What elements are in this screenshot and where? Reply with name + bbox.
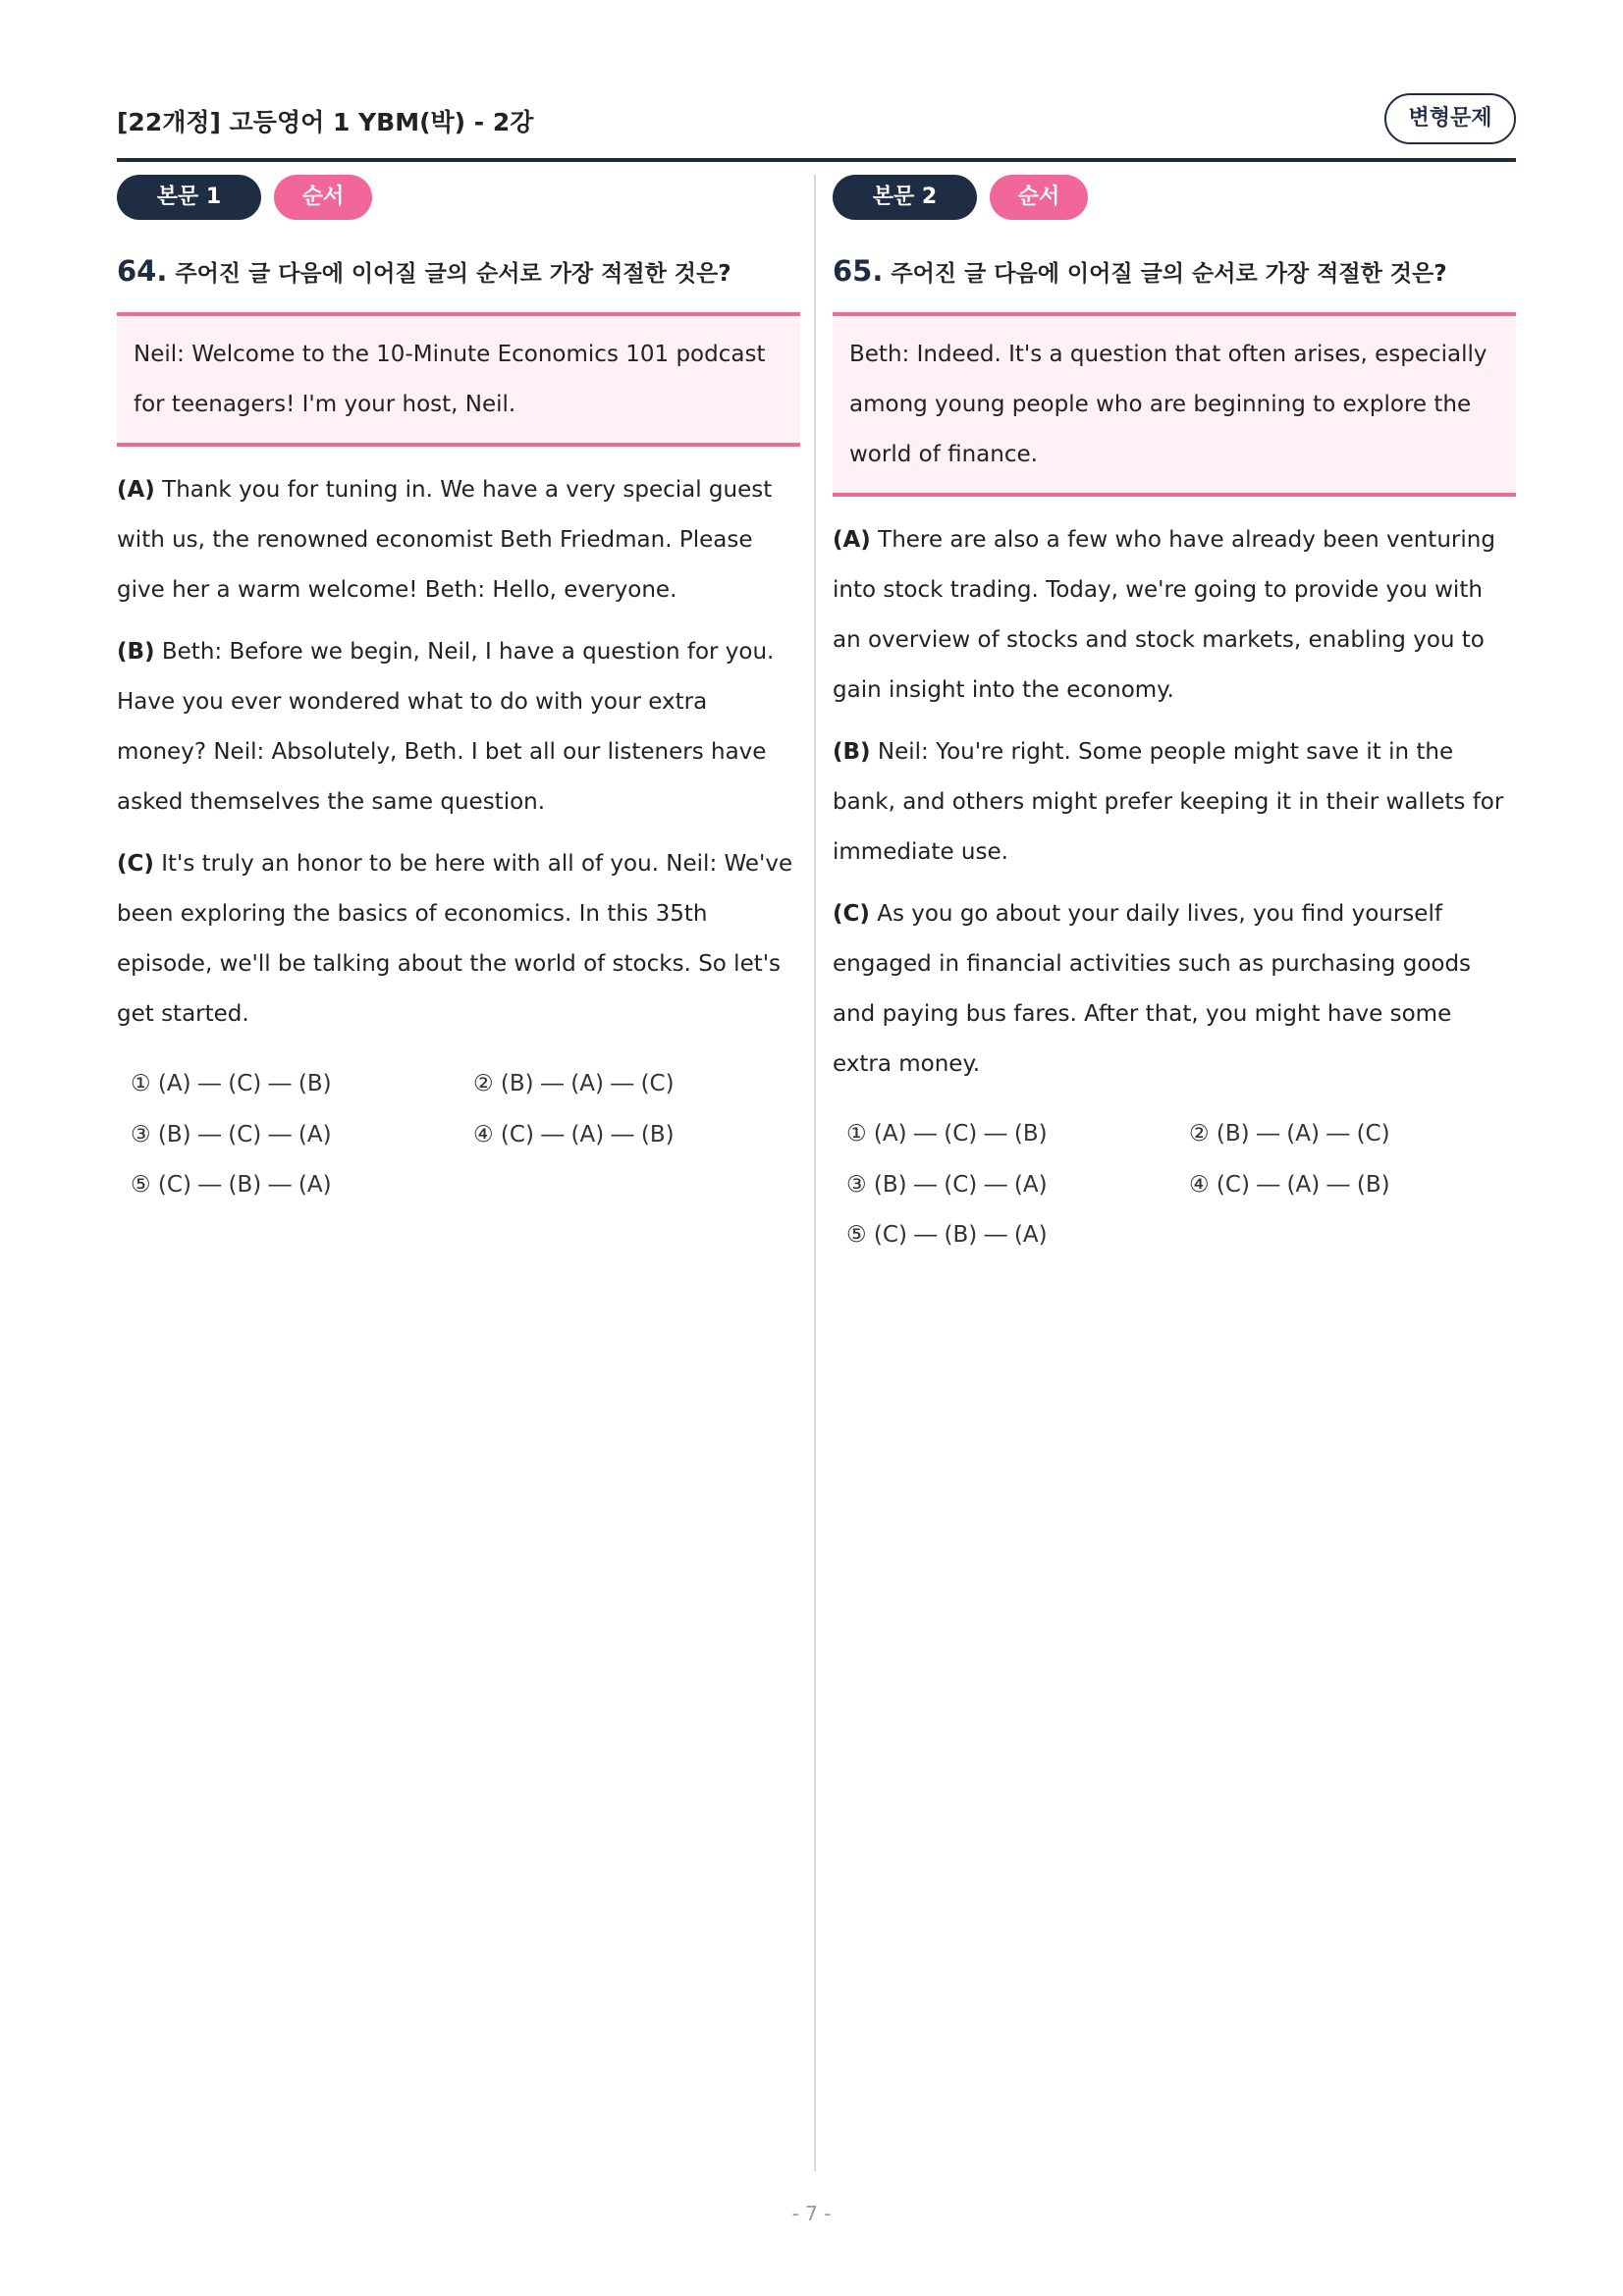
option-4[interactable]: ④ (C) ― (A) ― (B) <box>473 1122 675 1148</box>
question-prompt <box>117 254 800 294</box>
option-1[interactable]: ① (A) ― (C) ― (B) <box>846 1121 1048 1147</box>
tag-row <box>117 175 800 222</box>
option-1[interactable]: ① (A) ― (C) ― (B) <box>131 1071 332 1096</box>
passage-tag: 본문 1 <box>117 175 261 220</box>
question-text: 주어진 글 다음에 이어질 글의 순서로 가장 적절한 것은? <box>175 261 731 287</box>
option-3[interactable]: ③ (B) ― (C) ― (A) <box>131 1122 332 1148</box>
answer-options <box>117 1051 800 1208</box>
option-3[interactable]: ③ (B) ― (C) ― (A) <box>846 1172 1048 1198</box>
question-text: 주어진 글 다음에 이어질 글의 순서로 가장 적절한 것은? <box>891 261 1447 287</box>
answer-options <box>833 1101 1516 1258</box>
passage-tag: 본문 2 <box>833 175 977 220</box>
option-2[interactable]: ② (B) ― (A) ― (C) <box>1189 1121 1390 1147</box>
paragraph-label: (B) <box>117 639 155 665</box>
tag-row <box>833 175 1516 222</box>
page-header <box>117 93 1516 162</box>
paragraph-label: (A) <box>833 527 871 553</box>
paragraph-text: There are also a few who have already been venturing into stock trading. Today, we're going to provide you with an overview of stocks and stock markets, enabling you to gain insight into the economy. <box>833 527 1495 703</box>
page-number: - 7 - <box>791 2202 832 2225</box>
paragraph-a <box>117 465 800 615</box>
paragraph-a <box>833 515 1516 716</box>
paragraph-b <box>833 727 1516 878</box>
paragraph-text: It's truly an honor to be here with all of you. Neil: We've been exploring the basics of economics. In this 35th episode, we'll be talking about the world of stocks. So let's get started. <box>117 851 793 1027</box>
option-5[interactable]: ⑤ (C) ― (B) ― (A) <box>846 1222 1048 1248</box>
paragraph-b <box>117 627 800 828</box>
question-prompt <box>833 254 1516 294</box>
question-64-column <box>117 175 800 1208</box>
paragraph-c <box>117 839 800 1040</box>
type-tag: 순서 <box>990 175 1088 220</box>
option-5[interactable]: ⑤ (C) ― (B) ― (A) <box>131 1172 332 1198</box>
paragraph-text: Thank you for tuning in. We have a very special guest with us, the renowned economist Beth Friedman. Please give her a warm welcome! Beth: Hello, everyone. <box>117 477 773 603</box>
question-number: 64. <box>117 254 168 288</box>
given-passage: Neil: Welcome to the 10-Minute Economics 101 podcast for teenagers! I'm your host, Neil. <box>117 312 800 447</box>
paragraph-c <box>833 889 1516 1090</box>
paragraph-label: (A) <box>117 477 155 503</box>
question-number: 65. <box>833 254 884 288</box>
paragraph-label: (C) <box>117 851 154 877</box>
paragraph-label: (C) <box>833 901 870 927</box>
question-65-column <box>833 175 1516 1258</box>
paragraph-text: Beth: Before we begin, Neil, I have a question for you. Have you ever wondered what to do with your extra money? Neil: Absolutely, Beth. I bet all our listeners have asked themselves the same question. <box>117 639 775 815</box>
type-tag: 순서 <box>274 175 372 220</box>
paragraph-text: Neil: You're right. Some people might save it in the bank, and others might prefer keeping it in their wallets for immediate use. <box>833 739 1504 865</box>
option-4[interactable]: ④ (C) ― (A) ― (B) <box>1189 1172 1390 1198</box>
paragraph-text: As you go about your daily lives, you find yourself engaged in financial activities such as purchasing goods and paying bus fares. After that, you might have some extra money. <box>833 901 1472 1077</box>
column-divider <box>814 175 816 2171</box>
paragraph-label: (B) <box>833 739 871 765</box>
page-title: [22개정] 고등영어 1 YBM(박) - 2강 <box>117 108 534 136</box>
given-passage: Beth: Indeed. It's a question that often arises, especially among young people who are beginning to explore the world of finance. <box>833 312 1516 497</box>
option-2[interactable]: ② (B) ― (A) ― (C) <box>473 1071 675 1096</box>
problem-type-badge: 변형문제 <box>1384 93 1516 144</box>
